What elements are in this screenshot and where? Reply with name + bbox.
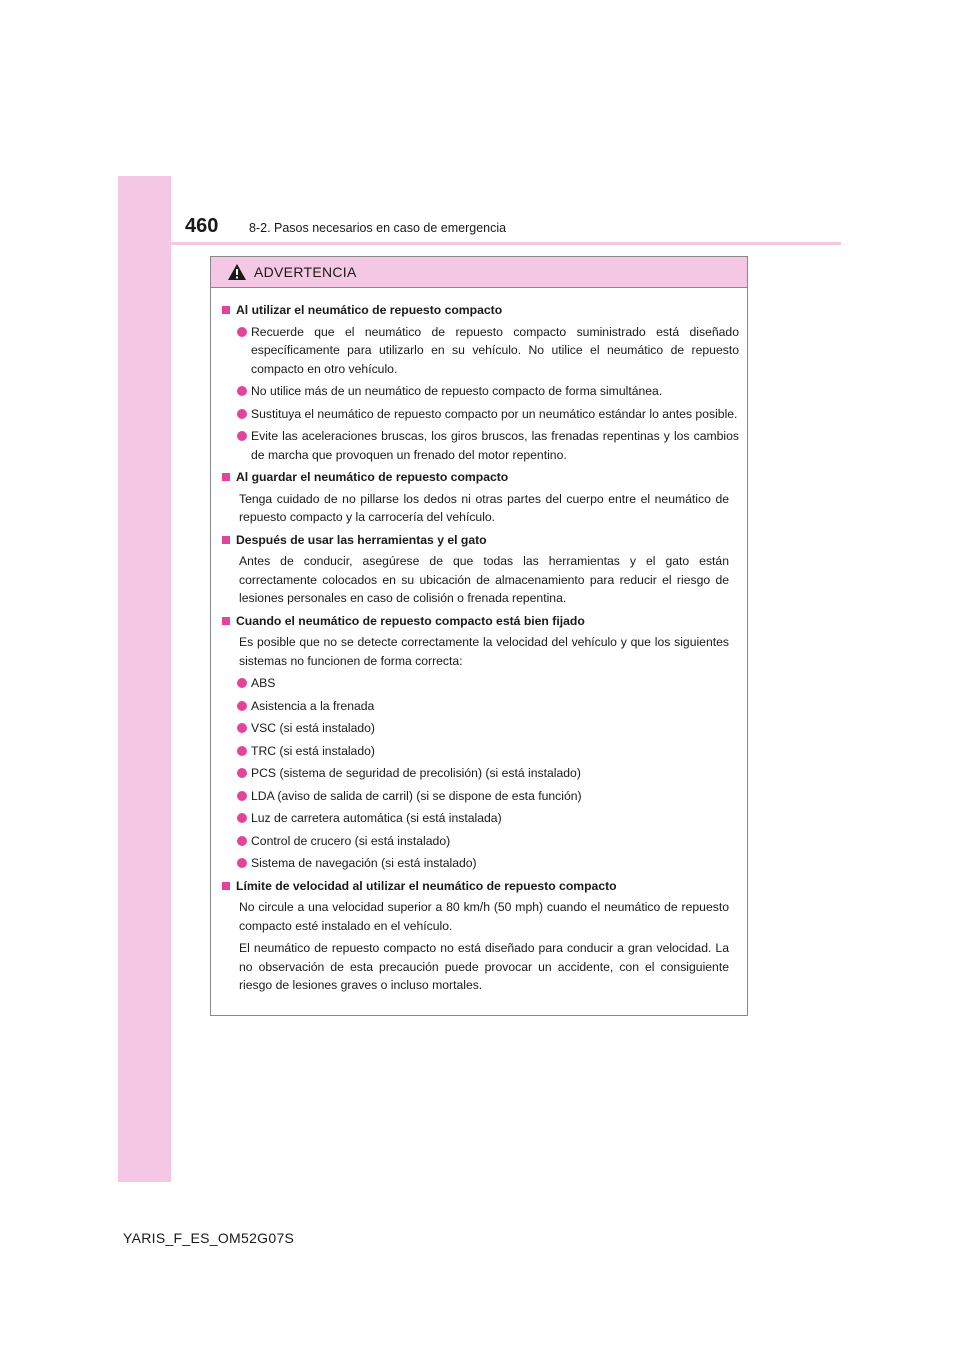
- square-bullet-icon: [222, 536, 230, 544]
- side-tab-band: [118, 176, 171, 1182]
- list-item: TRC (si está instalado): [219, 742, 739, 761]
- warning-body: [211, 288, 747, 995]
- list-item: LDA (aviso de salida de carril) (si se dispone de esta función): [219, 787, 739, 806]
- list-item: No utilice más de un neumático de repuesto compacto de forma simultánea.: [219, 382, 739, 401]
- section-heading: Límite de velocidad al utilizar el neumático de repuesto compacto: [219, 877, 739, 896]
- square-bullet-icon: [222, 306, 230, 314]
- document-code: YARIS_F_ES_OM52G07S: [123, 1230, 295, 1246]
- paragraph: Tenga cuidado de no pillarse los dedos ni otras partes del cuerpo entre el neumático de repuesto compacto y la carrocería del vehículo.: [239, 491, 729, 524]
- warning-box: [210, 256, 748, 1016]
- round-bullet-icon: [237, 701, 247, 711]
- square-bullet-icon: [222, 473, 230, 481]
- round-bullet-icon: [237, 813, 247, 823]
- list-item: Sistema de navegación (si está instalado): [219, 854, 739, 873]
- round-bullet-icon: [237, 768, 247, 778]
- warning-header: [211, 257, 747, 288]
- list-item: Luz de carretera automática (si está instalada): [219, 809, 739, 828]
- list-item: ABS: [219, 674, 739, 693]
- list-item: PCS (sistema de seguridad de precolisión) (si está instalado): [219, 764, 739, 783]
- section-heading: Cuando el neumático de repuesto compacto está bien fijado: [219, 612, 739, 631]
- page-number: 460: [185, 215, 219, 237]
- round-bullet-icon: [237, 409, 247, 419]
- square-bullet-icon: [222, 882, 230, 890]
- round-bullet-icon: [237, 858, 247, 868]
- list-item: Recuerde que el neumático de repuesto compacto suministrado está diseñado específicamente para utilizarlo en su vehículo. No utilice el neumático de repuesto compacto en otro vehículo.: [219, 323, 739, 379]
- round-bullet-icon: [237, 836, 247, 846]
- square-bullet-icon: [222, 617, 230, 625]
- round-bullet-icon: [237, 746, 247, 756]
- list-item: Control de crucero (si está instalado): [219, 832, 739, 851]
- paragraph: Es posible que no se detecte correctamente la velocidad del vehículo y que los siguientes sistemas no funcionen de forma correcta:: [239, 635, 729, 668]
- paragraph: No circule a una velocidad superior a 80 km/h (50 mph) cuando el neumático de repuesto compacto esté instalado en el vehículo.: [239, 900, 729, 933]
- paragraph: El neumático de repuesto compacto no está diseñado para conducir a gran velocidad. La no observación de esta precaución puede provocar un accidente, con el consiguiente riesgo de lesiones graves o incluso mortales.: [239, 941, 729, 992]
- section-heading: Después de usar las herramientas y el gato: [219, 531, 739, 550]
- list-item: Asistencia a la frenada: [219, 697, 739, 716]
- list-item: VSC (si está instalado): [219, 719, 739, 738]
- round-bullet-icon: [237, 723, 247, 733]
- round-bullet-icon: [237, 327, 247, 337]
- list-item: Evite las aceleraciones bruscas, los giros bruscos, las frenadas repentinas y los cambios de marcha que provoquen un frenado del motor repentino.: [219, 427, 739, 464]
- section-heading: Al utilizar el neumático de repuesto compacto: [219, 301, 739, 320]
- round-bullet-icon: [237, 678, 247, 688]
- paragraph: Antes de conducir, asegúrese de que todas las herramientas y el gato están correctamente colocados en su ubicación de almacenamiento para reducir el riesgo de lesiones personales en caso de colisión o frenada repentina.: [239, 554, 729, 605]
- warning-title: ADVERTENCIA: [254, 264, 357, 280]
- section-heading: Al guardar el neumático de repuesto compacto: [219, 468, 739, 487]
- round-bullet-icon: [237, 431, 247, 441]
- round-bullet-icon: [237, 791, 247, 801]
- round-bullet-icon: [237, 386, 247, 396]
- section-title: 8-2. Pasos necesarios en caso de emergencia: [249, 221, 507, 235]
- list-item: Sustituya el neumático de repuesto compacto por un neumático estándar lo antes posible.: [219, 405, 739, 424]
- header-divider: [171, 242, 841, 245]
- warning-triangle-icon: [227, 263, 247, 281]
